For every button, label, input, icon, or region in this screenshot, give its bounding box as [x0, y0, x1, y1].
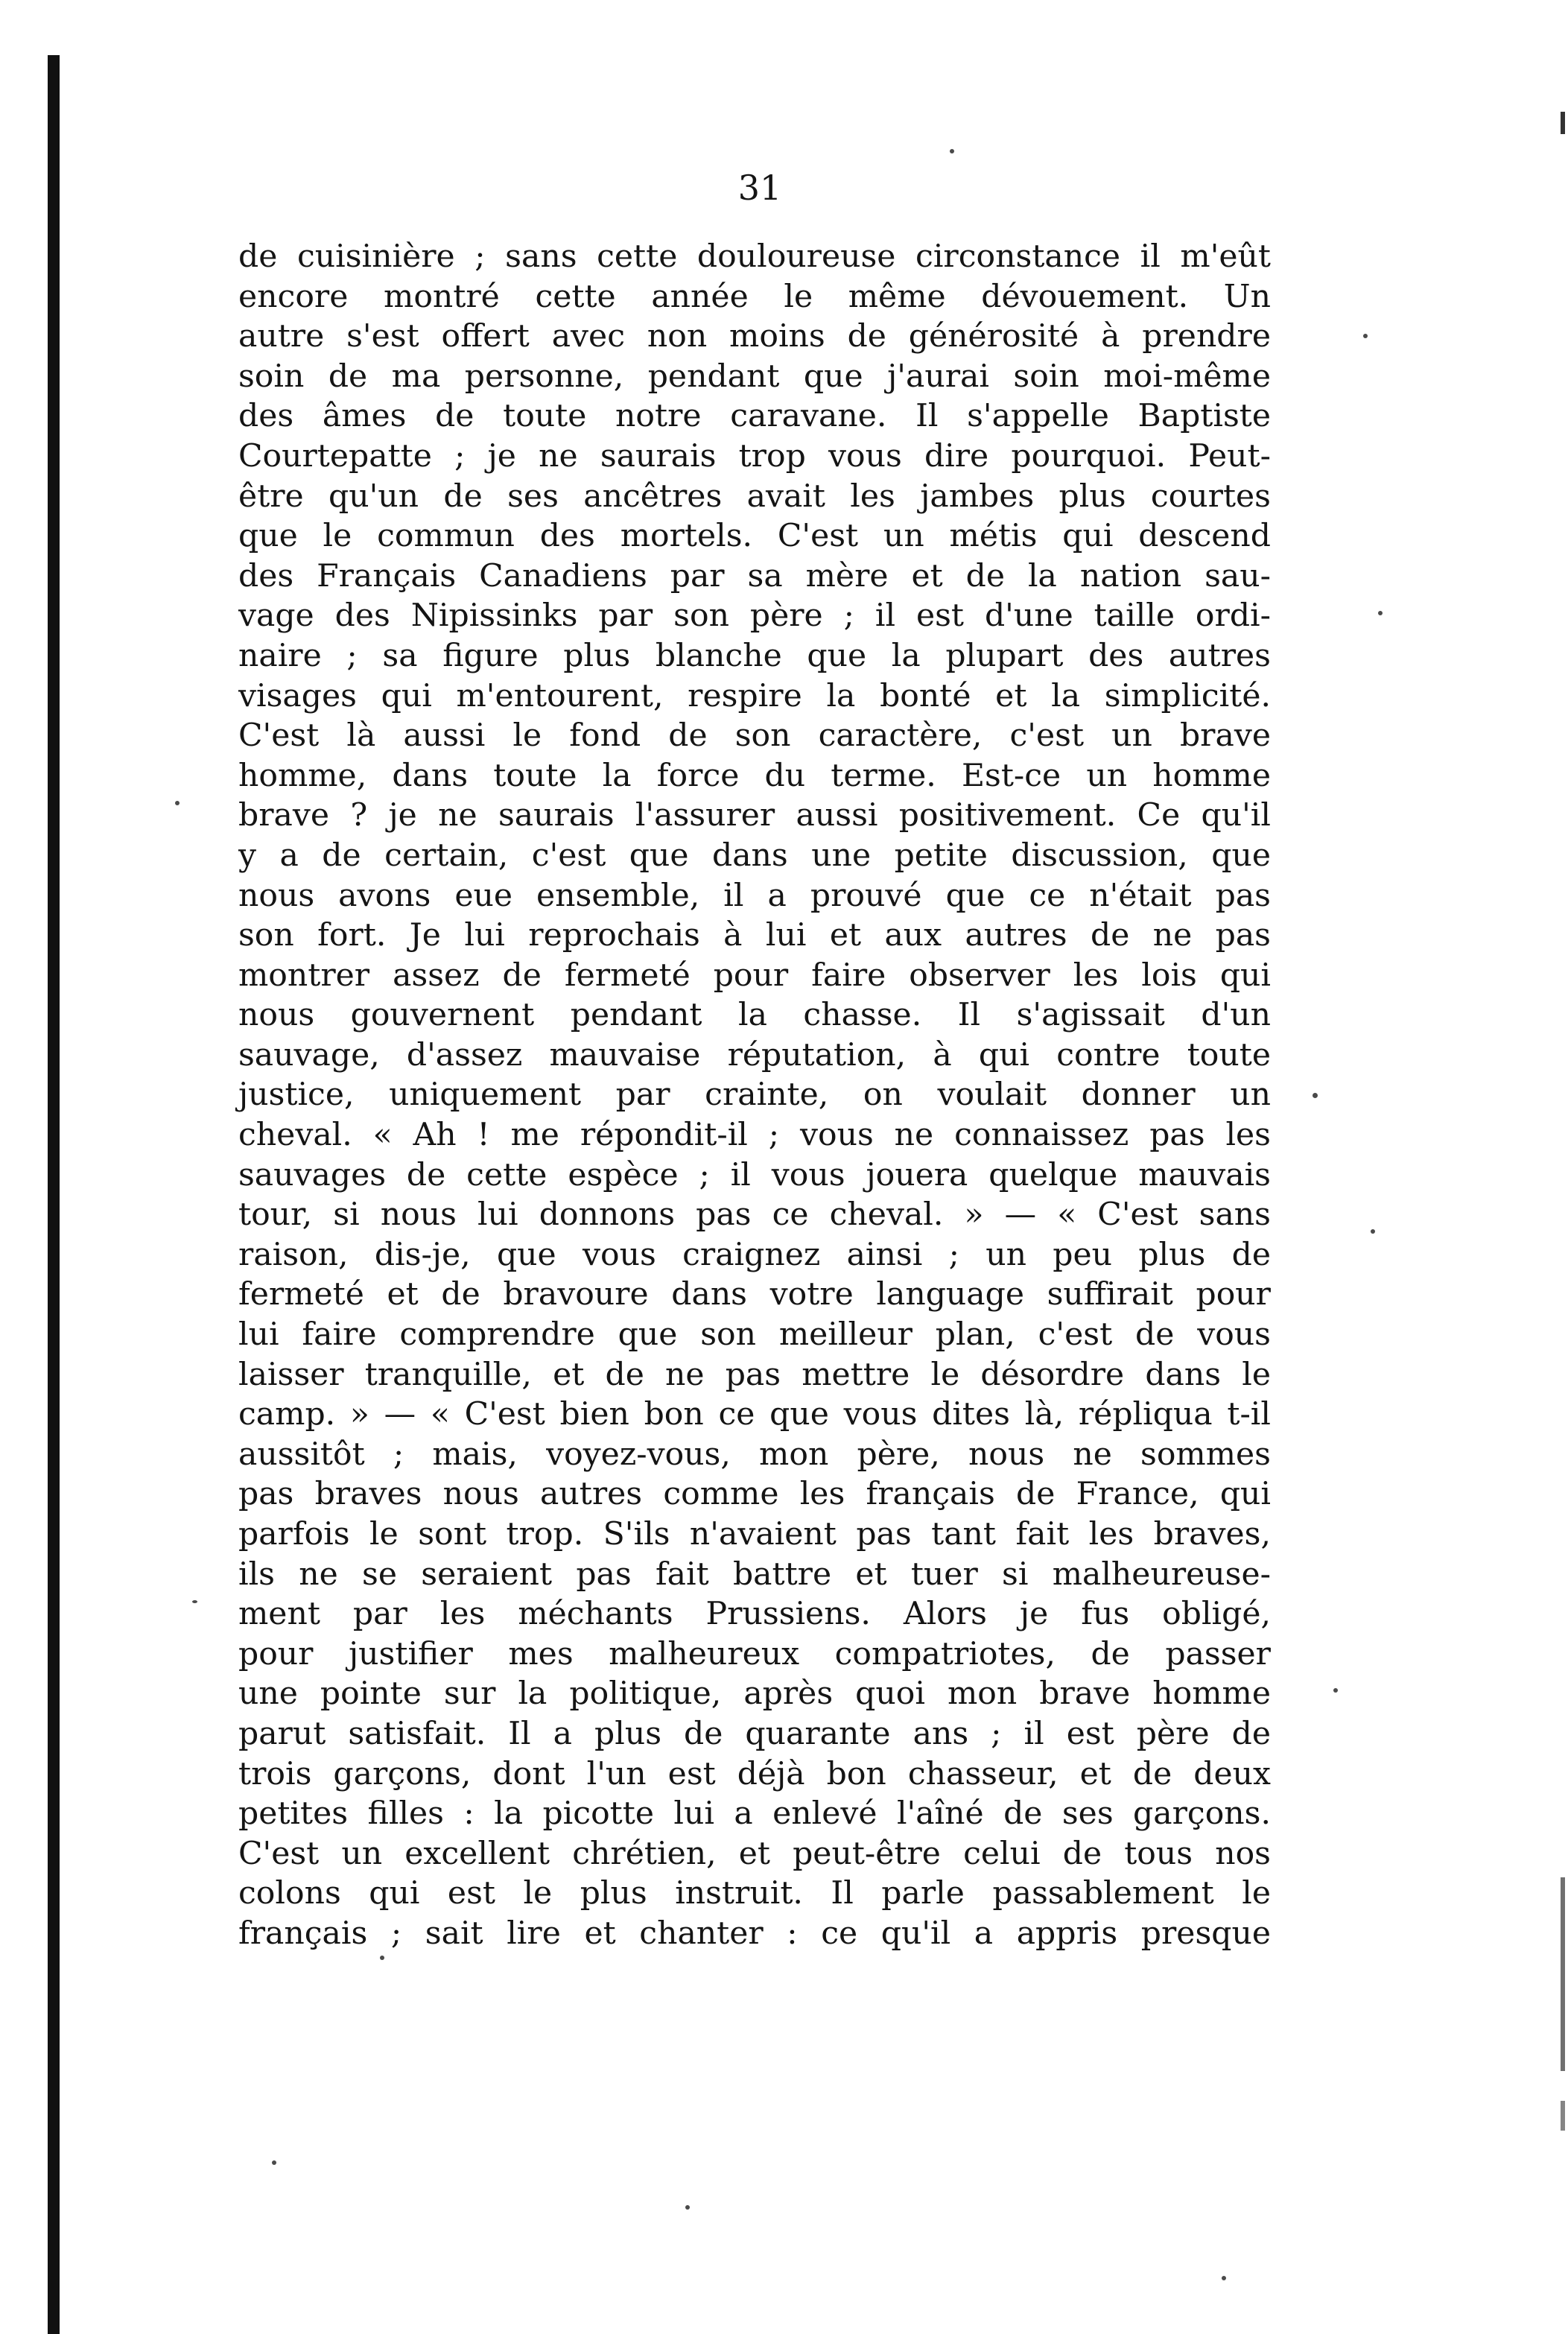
text-line: tour, si nous lui donnons pas ce cheval. » — « C'est sans [238, 1196, 1271, 1234]
text-line: nous avons eue ensemble, il a prouvé que ce n'était pas [238, 877, 1271, 914]
text-line: de cuisinière ; sans cette douloureuse circonstance il m'eût [238, 238, 1271, 275]
text-line: brave ? je ne saurais l'assurer aussi positivement. Ce qu'il [238, 797, 1271, 834]
text-line: C'est là aussi le fond de son caractère, c'est un brave [238, 717, 1271, 755]
text-line: son fort. Je lui reprochais à lui et aux autres de ne pas [238, 917, 1271, 954]
text-line: visages qui m'entourent, respire la bonté et la simplicité. [238, 677, 1271, 714]
print-speck [1222, 2276, 1226, 2280]
page-binding-edge [48, 55, 60, 2334]
text-line: pour justifier mes malheureux compatriotes, de passer [238, 1635, 1271, 1672]
right-edge-mark [1561, 2101, 1565, 2131]
print-speck [175, 801, 180, 805]
text-line: parfois le sont trop. S'ils n'avaient pas tant fait les braves, [238, 1516, 1271, 1553]
text-line: y a de certain, c'est que dans une petite discussion, que [238, 837, 1271, 874]
text-line: des Français Canadiens par sa mère et de la nation sau- [238, 557, 1271, 594]
print-speck [1333, 1688, 1338, 1693]
text-line: colons qui est le plus instruit. Il parle passablement le [238, 1875, 1271, 1912]
text-line: petites filles : la picotte lui a enlevé l'aîné de ses garçons. [238, 1795, 1271, 1833]
print-speck [685, 2205, 690, 2210]
print-speck [1363, 334, 1368, 338]
text-line: vage des Nipissinks par son père ; il est d'une taille ordi- [238, 597, 1271, 635]
text-line: naire ; sa figure plus blanche que la plupart des autres [238, 637, 1271, 674]
text-line: Courtepatte ; je ne saurais trop vous dire pourquoi. Peut- [238, 437, 1271, 475]
text-line: ment par les méchants Prussiens. Alors je fus obligé, [238, 1596, 1271, 1633]
text-line: aussitôt ; mais, voyez-vous, mon père, nous ne sommes [238, 1436, 1271, 1473]
print-speck [272, 2160, 276, 2165]
print-speck [1378, 611, 1383, 615]
right-edge-mark [1561, 112, 1565, 134]
text-line: parut satisfait. Il a plus de quarante ans ; il est père de [238, 1715, 1271, 1752]
text-line: raison, dis-je, que vous craignez ainsi ; un peu plus de [238, 1236, 1271, 1273]
text-line: lui faire comprendre que son meilleur plan, c'est de vous [238, 1316, 1271, 1354]
right-edge-mark [1561, 1877, 1565, 2071]
print-speck [380, 1956, 384, 1960]
text-line: nous gouvernent pendant la chasse. Il s'agissait d'un [238, 997, 1271, 1034]
text-line: ils ne se seraient pas fait battre et tuer si malheureuse- [238, 1556, 1271, 1593]
text-line: pas braves nous autres comme les français de France, qui [238, 1476, 1271, 1513]
text-line: autre s'est offert avec non moins de générosité à prendre [238, 318, 1271, 355]
text-line: des âmes de toute notre caravane. Il s'appelle Baptiste [238, 398, 1271, 435]
text-line: français ; sait lire et chanter : ce qu'il a appris presque [238, 1915, 1271, 1952]
text-line: être qu'un de ses ancêtres avait les jambes plus courtes [238, 478, 1271, 515]
text-line: homme, dans toute la force du terme. Est-ce un homme [238, 757, 1271, 794]
text-line: montrer assez de fermeté pour faire observer les lois qui [238, 957, 1271, 994]
print-speck [1313, 1093, 1318, 1098]
text-line: trois garçons, dont l'un est déjà bon chasseur, et de deux [238, 1755, 1271, 1792]
print-speck [950, 149, 954, 153]
text-line: laisser tranquille, et de ne pas mettre le désordre dans le [238, 1356, 1271, 1393]
text-line: sauvage, d'assez mauvaise réputation, à qui contre toute [238, 1036, 1271, 1074]
text-line: une pointe sur la politique, après quoi mon brave homme [238, 1675, 1271, 1713]
text-line: encore montré cette année le même dévouement. Un [238, 278, 1271, 315]
text-line: soin de ma personne, pendant que j'aurai soin moi-même [238, 358, 1271, 395]
print-speck [1371, 1229, 1375, 1234]
text-line: justice, uniquement par crainte, on voulait donner un [238, 1076, 1271, 1114]
text-line: fermeté et de bravoure dans votre language suffirait pour [238, 1276, 1271, 1313]
text-line: cheval. « Ah ! me répondit-il ; vous ne connaissez pas les [238, 1117, 1271, 1154]
text-line: que le commun des mortels. C'est un métis qui descend [238, 518, 1271, 555]
body-text [238, 237, 1271, 1954]
text-line: C'est un excellent chrétien, et peut-être celui de tous nos [238, 1835, 1271, 1872]
text-line: camp. » — « C'est bien bon ce que vous dites là, répliqua t-il [238, 1396, 1271, 1433]
print-speck [192, 1600, 197, 1603]
text-line: sauvages de cette espèce ; il vous jouera quelque mauvais [238, 1156, 1271, 1193]
page-number: 31 [737, 168, 782, 208]
